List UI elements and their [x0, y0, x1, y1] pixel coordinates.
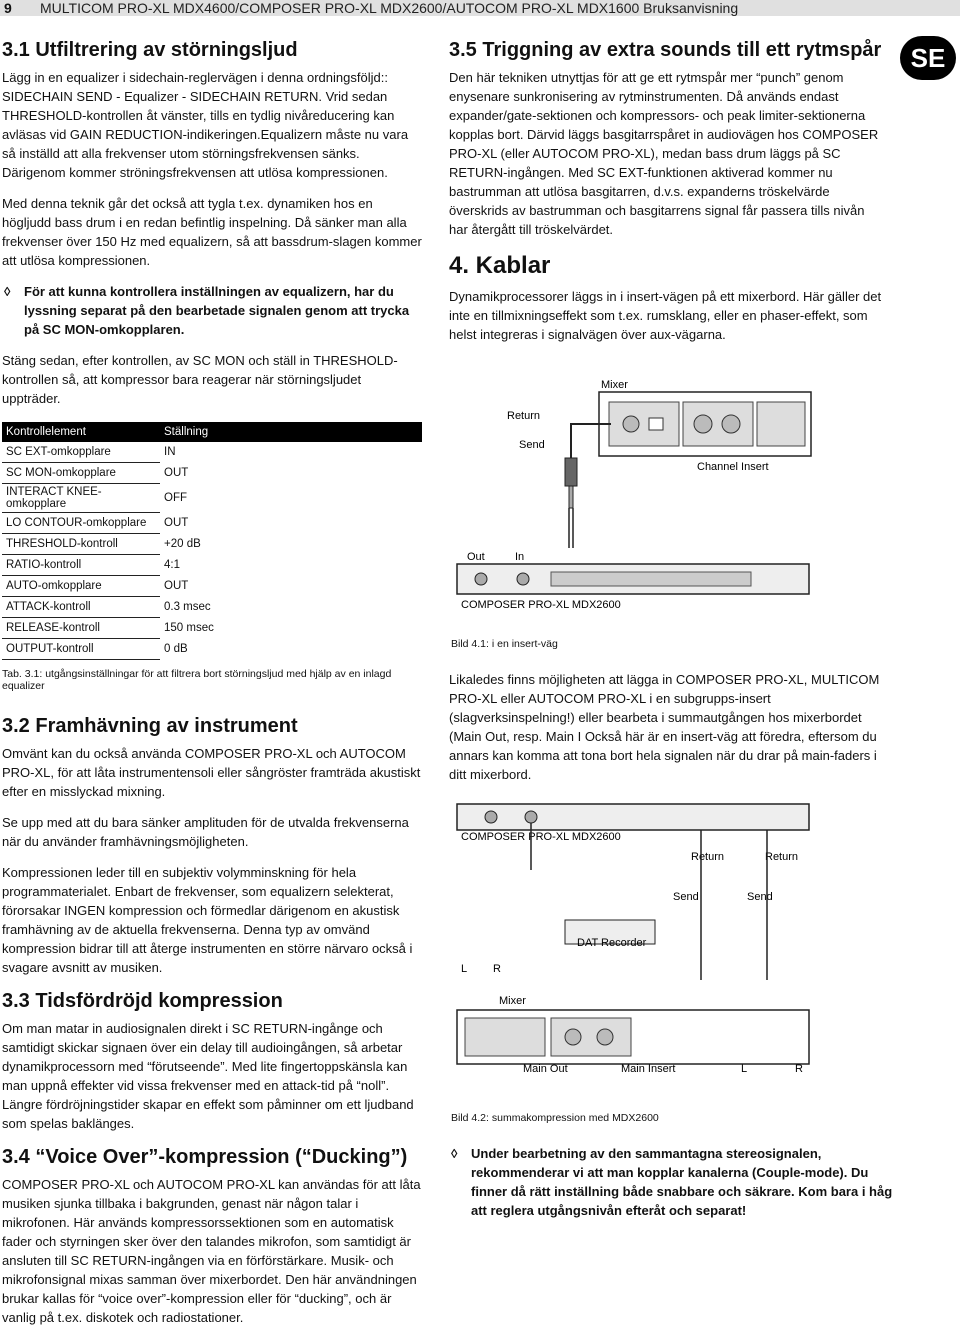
- channel-jack: [623, 416, 639, 432]
- jack-plug-body: [565, 458, 577, 486]
- control-name: ATTACK-kontroll: [2, 597, 160, 618]
- section-3-1-paragraph-2: Med denna teknik går det också att tygla t.ex. dynamiken hos en högljudd bass drum i en redan befintlig inspelning. Då sänker man alla frekvenser över 150 Hz med equalizern, så att bassdrum-slagen kommer att utlösa kompressionen.: [2, 196, 422, 268]
- label-mixer: Mixer: [601, 379, 628, 391]
- label-send-2: Send: [747, 891, 773, 903]
- control-name: INTERACT KNEE-omkopplare: [2, 484, 160, 513]
- control-setting: 0.3 msec: [160, 597, 422, 618]
- label-mixer-2: Mixer: [499, 995, 526, 1007]
- left-column: [2, 38, 422, 1339]
- label-main-insert: Main Insert: [621, 1063, 676, 1075]
- table-row: [2, 618, 422, 639]
- jack-plug-tip: [569, 486, 573, 508]
- label-main-out: Main Out: [523, 1063, 568, 1075]
- section-3-5-paragraph-1: Den här tekniken utnyttjas för att ge ett rytmspår mer “punch” genom enysenare sunkronisering av rytminstrumenten. Då används endast expander/gate-sektionen och kompressors- och peak limiter-sektionerna kopplas bort. Därvid läggs basgitarrspåret in audiovägen hos COMPOSER PRO-XL (eller AUTOCOM PRO-XL), medan bass drum läggs på SC RETURN-ingången. Med SC EXT-funktionen aktiverad kommer nu bastrumman att utlösa basgitarren, d.v.s. expanderns tröskelvärde överskrids av bastrumman och basgitarrens signal får passera tills nivån har återgått till tröskelvärdet.: [449, 70, 879, 237]
- table-row: [2, 534, 422, 555]
- section-4-heading: 4. Kablar: [449, 252, 551, 279]
- control-name: SC EXT-omkopplare: [2, 442, 160, 463]
- diamond-icon: ◊: [451, 1146, 458, 1161]
- section-3-2-paragraph-3: Kompressionen leder till en subjektiv volymminskning för hela programmaterialet. Enbart de frekvenser, som equalizern selekterat, förorsakar INGEN kompression och förmedlar därigenom en akustisk framhävning av de aktuella frekvenserna. Denna typ av omvänd kompression bidrar till att återge instrumenten en större närvaro också i svagare avsnitt av musiken.: [2, 865, 413, 975]
- right-column: [449, 38, 884, 356]
- label-dat: DAT Recorder: [577, 937, 647, 949]
- right-note-text: Under bearbetning av den sammantagna stereosignalen, rekommenderar vi att man kopplar kanalerna (Couple-mode). Du finner då rätt inställning både snabbare och säkrare. Kom bara i håg att reglera utgångsnivån efteråt och separat!: [471, 1146, 893, 1218]
- control-name: OUTPUT-kontroll: [2, 639, 160, 660]
- section-3-1-note: [2, 282, 422, 339]
- note-text: För att kunna kontrollera inställningen av equalizern, har du lyssning separat på den bearbetade signalen genom att trycka på SC MON-omkopplaren.: [24, 284, 410, 337]
- insert-cable-down: [569, 508, 573, 548]
- control-setting: OUT: [160, 513, 422, 534]
- mixer-section-3: [757, 402, 805, 446]
- control-setting: 150 msec: [160, 618, 422, 639]
- section-3-4-heading: 3.4 “Voice Over”-kompression (“Ducking”): [2, 1146, 408, 1168]
- label-l: L: [461, 963, 468, 975]
- figure-sum-compression: [451, 800, 813, 1100]
- control-name: AUTO-omkopplare: [2, 576, 160, 597]
- control-name: RELEASE-kontroll: [2, 618, 160, 639]
- figure-insert-path: [451, 378, 813, 613]
- label-r-2: R: [795, 1063, 803, 1075]
- mixer-section: [609, 402, 679, 446]
- page-header: [0, 0, 960, 16]
- xlr-out-1: [565, 1029, 581, 1045]
- section-4-paragraph-1: Dynamikprocessorer läggs in i insert-vägen på ett mixerbord. Här gäller det inte en tillmixningseffekt som t.ex. rumsklang, eller en phaser-effekt, som helst integreras i signalvägen över aux-vägarna.: [449, 289, 882, 342]
- table-row: [2, 555, 422, 576]
- control-name: SC MON-omkopplare: [2, 463, 160, 484]
- channel-button: [649, 418, 663, 430]
- control-setting: IN: [160, 442, 422, 463]
- table-row: [2, 513, 422, 534]
- mixer-2-section-2: [551, 1018, 631, 1056]
- figure-1-caption: Bild 4.1: i en insert-väg: [451, 638, 558, 650]
- mixer-2-section: [465, 1018, 545, 1056]
- label-in: In: [515, 551, 525, 563]
- section-3-5-heading: 3.5 Triggning av extra sounds till ett rytmspår: [449, 39, 882, 61]
- table-row: [2, 576, 422, 597]
- table-row: [2, 597, 422, 618]
- right-paragraph-after-fig1: Likaledes finns möjligheten att lägga in COMPOSER PRO-XL, MULTICOM PRO-XL eller AUTOCOM PRO-XL i en subgrupps-insert (slagverksinspelning!) eller bearbeta i summautgången hos mixerbordet (Main Out, resp. Main I Också här är en insert-väg att föredra, eftersom du annars kan komma att tona bort hela signalen när du drar på main-faders i ditt mixerbord.: [449, 672, 880, 782]
- section-3-2-paragraph-2: Se upp med att du bara sänker amplituden för de utvalda frekvenserna när du använder framhävningsmöjligheten.: [2, 815, 409, 849]
- label-out: Out: [467, 551, 485, 563]
- section-3-2-paragraph-1: Omvänt kan du också använda COMPOSER PRO-XL och AUTOCOM PRO-XL, för att låta instrumentensoli eller sångröster framträda akustiskt efter en misslyckad mixning.: [2, 746, 421, 799]
- table-header-control: Kontrollelement: [2, 422, 160, 442]
- control-setting: OFF: [160, 484, 422, 513]
- right-note: [449, 1144, 906, 1220]
- control-name: THRESHOLD-kontroll: [2, 534, 160, 555]
- section-3-1-paragraph-1: Lägg in en equalizer i sidechain-reglervägen i denna ordningsföljd:: SIDECHAIN SEND - Equalizer - SIDECHAIN RETURN. Vrid sedan THRESHOLD-kontrollen åt vänster, tills en tydlig nivåreducering kan avläsas vid GAIN REDUCTION-indikeringen.Equalizern måste nu vara så inställd att alla frekvenser utom störningsfrekvensen sänks. Därigenom kommer ströningsfrekvensen att utlösa kompressionen.: [2, 70, 409, 180]
- composer-device-2: [457, 804, 809, 830]
- control-setting: OUT: [160, 463, 422, 484]
- diamond-icon: ◊: [4, 284, 11, 299]
- xlr-out-2: [597, 1029, 613, 1045]
- manual-title: MULTICOM PRO-XL MDX4600/COMPOSER PRO-XL MDX2600/AUTOCOM PRO-XL MDX1600 Bruksanvisning: [40, 0, 739, 16]
- device-jack-2: [525, 811, 537, 823]
- settings-table: [2, 422, 422, 660]
- control-setting: 4:1: [160, 555, 422, 576]
- label-device-2: COMPOSER PRO-XL MDX2600: [461, 831, 621, 843]
- control-setting: OUT: [160, 576, 422, 597]
- table-row: [2, 442, 422, 463]
- control-name: RATIO-kontroll: [2, 555, 160, 576]
- label-r: R: [493, 963, 501, 975]
- xlr-connector-1: [694, 415, 712, 433]
- section-3-1-heading: 3.1 Utfiltrering av störningsljud: [2, 39, 298, 61]
- label-return-2: Return: [765, 851, 799, 863]
- control-name: LO CONTOUR-omkopplare: [2, 513, 160, 534]
- section-3-3-heading: 3.3 Tidsfördröjd kompression: [2, 990, 283, 1012]
- language-badge: SE: [900, 36, 956, 80]
- device-jack-1: [485, 811, 497, 823]
- label-send: Send: [519, 439, 545, 451]
- figure-2-caption: Bild 4.2: summakompression med MDX2600: [451, 1112, 659, 1124]
- label-device: COMPOSER PRO-XL MDX2600: [461, 599, 621, 611]
- label-channel-insert: Channel Insert: [697, 461, 769, 473]
- section-3-1-paragraph-3: Stäng sedan, efter kontrollen, av SC MON och ställ in THRESHOLD-kontrollen så, att kompressor bara reagerar när störningsljudet uppträder.: [2, 353, 398, 406]
- cables: [531, 823, 767, 980]
- label-l-2: L: [741, 1063, 748, 1075]
- table-header-setting: Ställning: [160, 422, 422, 442]
- table-row: [2, 484, 422, 513]
- control-setting: 0 dB: [160, 639, 422, 660]
- control-setting: +20 dB: [160, 534, 422, 555]
- page-number: 9: [4, 0, 12, 16]
- section-3-4-paragraph-1: COMPOSER PRO-XL och AUTOCOM PRO-XL kan användas för att låta musiken sjunka tillbaka i bakgrunden, genast när någon talar i mikrofonen. Här används kompressorssektionen som en automatisk fader och styrningen sker över den talandes mikrofon, som samtidigt är ansluten till SC RETURN-ingången via en förförstärkare. Musik- och mikrofonsignal mixas samman över mixerbordet. Den här användningen brukar kallas för “voice over”-kompression eller för “ducking”, och är vanlig på t.ex. diskotek och radiostationer.: [2, 1177, 421, 1325]
- label-send-1: Send: [673, 891, 699, 903]
- label-return-1: Return: [691, 851, 725, 863]
- table-row: [2, 463, 422, 484]
- table-row: [2, 639, 422, 660]
- label-return: Return: [507, 410, 541, 422]
- xlr-connector-2: [722, 415, 740, 433]
- section-3-2-heading: 3.2 Framhävning av instrument: [2, 715, 298, 737]
- table-caption: Tab. 3.1: utgångsinställningar för att filtrera bort störningsljud med hjälp av en inlagd equalizer: [2, 668, 392, 692]
- section-3-3-paragraph-1: Om man matar in audiosignalen direkt i SC RETURN-ingånge och samtidigt skickar signaen över ein delay till audioingången, så arbetar dynamikprocessorn med “förutseende”. Med lite fingertoppskänsla kan man uppnå effekter vid vissa frekvenser med en attack-tid på “noll”. Längre fördröjningstider skapar en effekt som påminner om ett ljudband som spelas baklänges.: [2, 1021, 414, 1131]
